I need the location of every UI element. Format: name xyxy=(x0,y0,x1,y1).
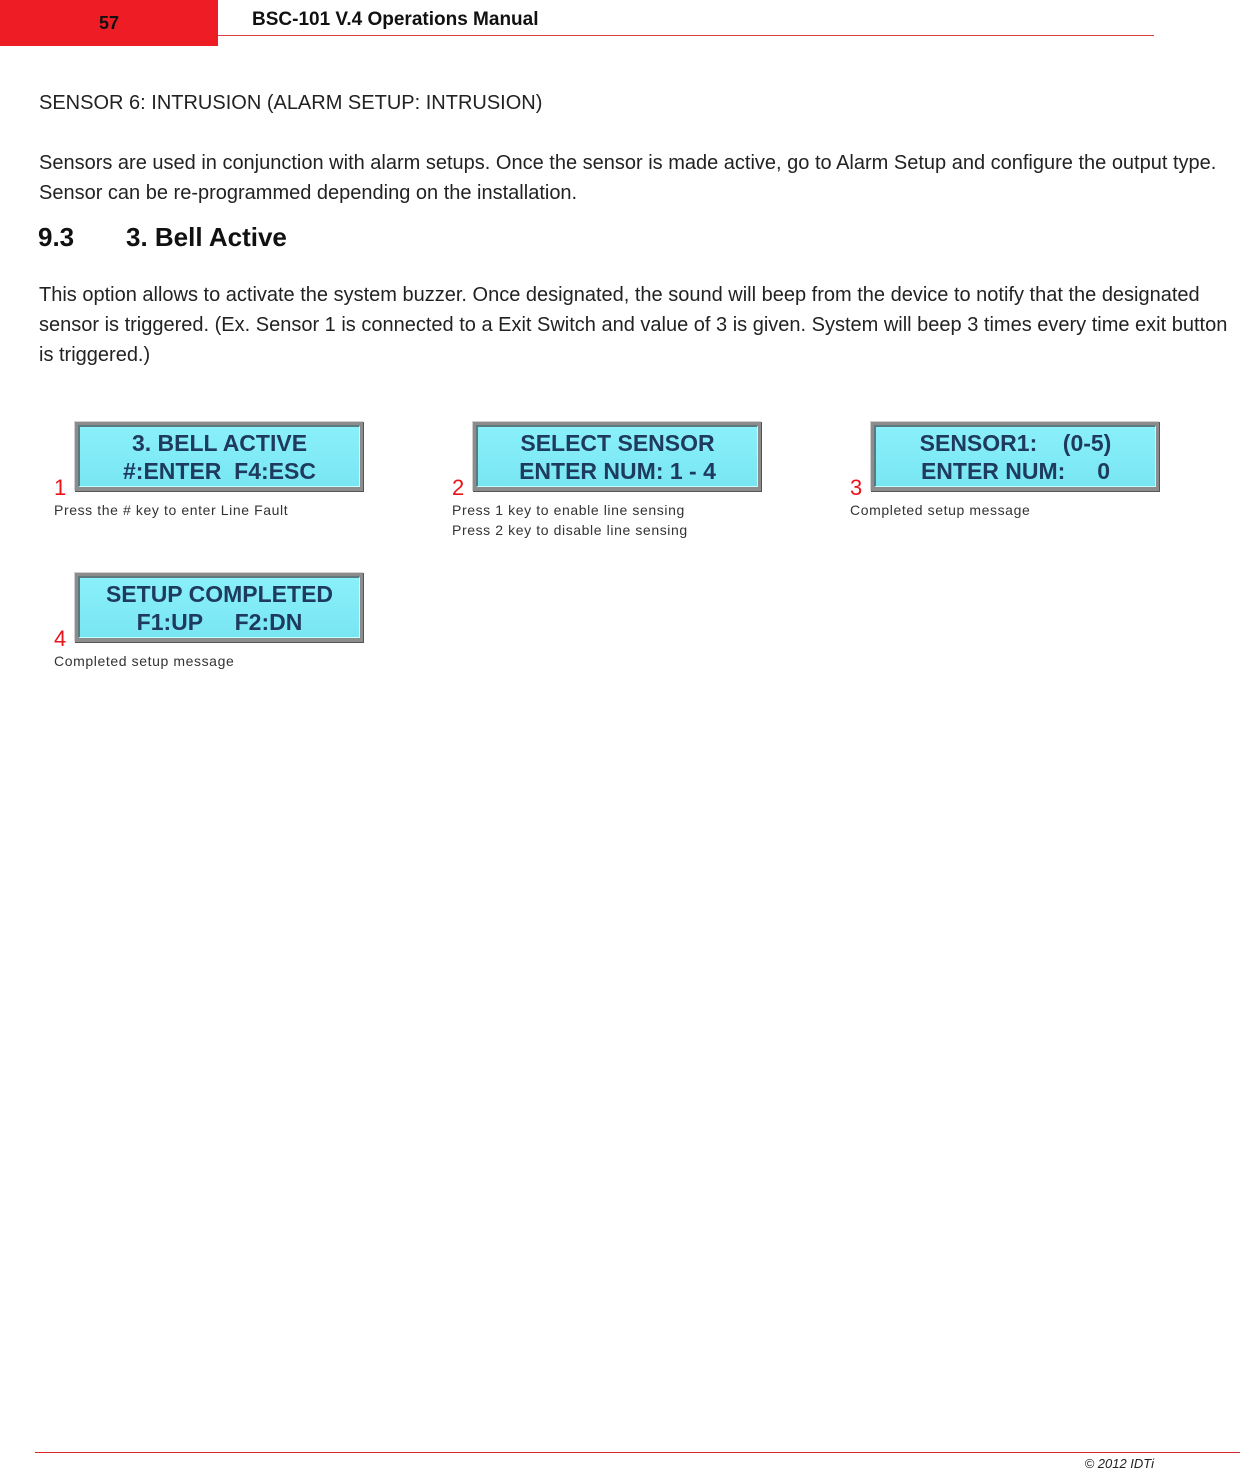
lcd-line-2: F1:UP F2:DN xyxy=(136,608,303,635)
page-number-tab xyxy=(0,0,218,46)
step-caption xyxy=(54,500,288,520)
lcd-line-1: SETUP COMPLETED xyxy=(105,580,334,607)
lcd-display xyxy=(870,421,1159,491)
step-caption xyxy=(850,500,1030,520)
footer-divider xyxy=(35,1452,1240,1453)
body-paragraph: This option allows to activate the system buzzer. Once designated, the sound will beep from the device to notify that the designated sensor is triggered. (Ex. Sensor 1 is connected to a Exit Switch and value of 3 is given. System will beep 3 times every time exit button is triggered.) xyxy=(39,284,1228,366)
step-caption xyxy=(452,500,688,540)
step-caption xyxy=(54,651,234,671)
lcd-line-2: ENTER NUM: 0 xyxy=(920,457,1111,484)
lcd-line-2: #:ENTER F4:ESC xyxy=(123,457,316,484)
step-number: 1 xyxy=(54,475,67,500)
heading-number: 9.3 xyxy=(38,222,75,252)
lcd-display xyxy=(74,421,363,491)
caption-line-1: Completed setup message xyxy=(850,502,1031,518)
copyright: © 2012 IDTi xyxy=(1084,1456,1154,1471)
step-2 xyxy=(452,421,832,541)
step-4 xyxy=(54,572,434,682)
lcd-display xyxy=(472,421,761,491)
page-number: 57 xyxy=(98,12,120,33)
step-number: 4 xyxy=(54,626,67,651)
heading-title: 3. Bell Active xyxy=(126,222,287,252)
lcd-line-1: SENSOR1: (0-5) xyxy=(919,429,1112,456)
lcd-line-2: ENTER NUM: 1 - 4 xyxy=(519,457,716,484)
lcd-display xyxy=(74,572,363,642)
caption-line-1: Press the # key to enter Line Fault xyxy=(54,502,289,518)
section-heading xyxy=(38,222,287,253)
step-number: 2 xyxy=(452,475,465,500)
section-label: SENSOR 6: INTRUSION (ALARM SETUP: INTRUSION) xyxy=(39,92,543,114)
step-number: 3 xyxy=(850,475,863,500)
header-divider xyxy=(218,35,1154,36)
caption-line-2: Press 2 key to disable line sensing xyxy=(452,522,688,538)
lcd-line-1: SELECT SENSOR xyxy=(520,429,715,456)
step-3 xyxy=(850,421,1230,531)
caption-line-1: Completed setup message xyxy=(54,653,235,669)
caption-line-1: Press 1 key to enable line sensing xyxy=(452,502,685,518)
lcd-line-1: 3. BELL ACTIVE xyxy=(131,429,308,456)
step-1 xyxy=(54,421,434,531)
intro-paragraph: Sensors are used in conjunction with alarm setups. Once the sensor is made active, go to Alarm Setup and configure the output type. Sensor can be re-programmed depending on the installation. xyxy=(39,152,1217,204)
manual-title: BSC-101 V.4 Operations Manual xyxy=(252,9,539,30)
